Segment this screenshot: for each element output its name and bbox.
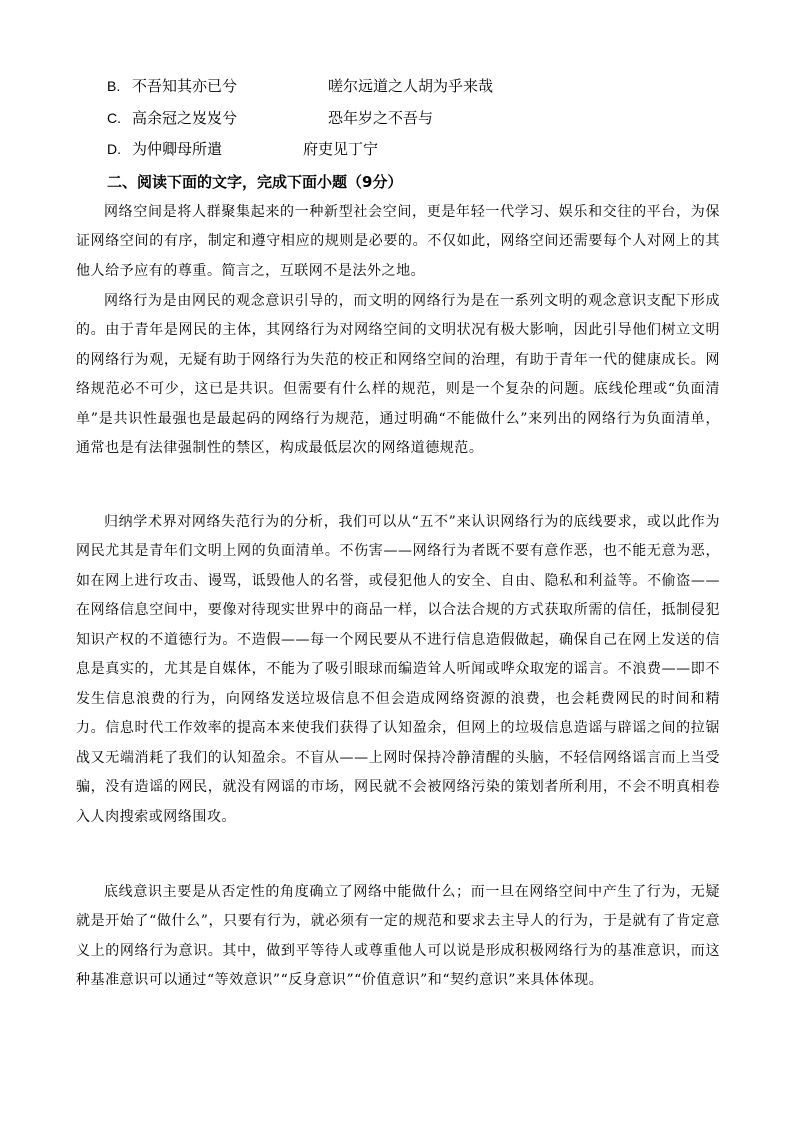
option-letter: B. [107,78,121,94]
paragraph-3: 归纳学术界对网络失范行为的分析，我们可以从“五不”来认识网络行为的底线要求，或以此作为网民尤其是青年们文明上网的负面清单。不伤害——网络行为者既不要有意作恶，也不能无意为恶，如在网上进行攻击、谩骂，诋毁他人的名誉，或侵犯他人的安全、自由、隐私和利益等。不偷盗——在网络信息空间中，要像对待现实世界中的商品一样，以合法合规的方式获取所需的信任，抵制侵犯知识产权的不道德行为。不造假——每一个网民要从不进行信息造假做起，确保自己在网上发送的信息是真实的，尤其是自媒体，不能为了吸引眼球而编造耸人听闻或哗众取宠的谣言。不浪费——即不发生信息浪费的行为，向网络发送垃圾信息不但会造成网络资源的浪费，也会耗费网民的时间和精力。信息时代工作效率的提高本来使我们获得了认知盈余，但网上的垃圾信息造谣与辟谣之间的拉锯战又无端消耗了我们的认知盈余。不盲从——上网时保持冷静清醒的头脑，不轻信网络谣言而上当受骗，没有造谣的网民，就没有网谣的市场，网民就不会被网络污染的策划者所利用，不会不明真相卷入人肉搜索或网络围攻。 [76,514,720,825]
paragraph-2: 网络行为是由网民的观念意识引导的，而文明的网络行为是在一系列文明的观念意识支配下形成的。由于青年是网民的主体，其网络行为对网络空间的文明状况有极大影响，因此引导他们树立文明的网络行为观，无疑有助于网络行为失范的校正和网络空间的治理，有助于青年一代的健康成长。网络规范必不可少，这已是共识。但需要有什么样的规范，则是一个复杂的问题。底线伦理或“负面清单”是共识性最强也是最起码的网络行为规范，通过明确“不能做什么”来列出的网络行为负面清单，通常也是有法律强制性的禁区，构成最低层次的网络道德规范。 [76,293,720,457]
option-letter: D. [107,141,121,157]
option-second-phrase: 嗟尔远道之人胡为乎来哉 [328,77,494,95]
option-first-phrase: 高余冠之岌岌兮 [132,109,238,127]
option-first-phrase: 为仲卿母所遣 [132,140,223,158]
section-heading: 二、阅读下面的文字，完成下面小题（9分） [107,173,403,191]
option-first-phrase: 不吾知其亦已兮 [132,77,238,95]
paragraph-1: 网络空间是将人群聚集起来的一种新型社会空间，更是年轻一代学习、娱乐和交往的平台，为保证网络空间的有序，制定和遵守相应的规则是必要的。不仅如此，网络空间还需要每个人对网上的其他人给予应有的尊重。简言之，互联网不是法外之地。 [76,204,720,279]
option-second-phrase: 恐年岁之不吾与 [328,109,434,127]
option-second-phrase: 府吏见丁宁 [303,140,379,158]
paragraph-4: 底线意识主要是从否定性的角度确立了网络中能做什么；而一旦在网络空间中产生了行为，无疑就是开始了“做什么”，只要有行为，就必须有一定的规范和要求去主导人的行为，于是就有了肯定意义上的网络行为意识。其中，做到平等待人或尊重他人可以说是形成积极网络行为的基准意识，而这种基准意识可以通过“等效意识”“反身意识”“价值意识”和“契约意识”来具体体现。 [76,884,720,989]
option-letter: C. [107,110,121,126]
